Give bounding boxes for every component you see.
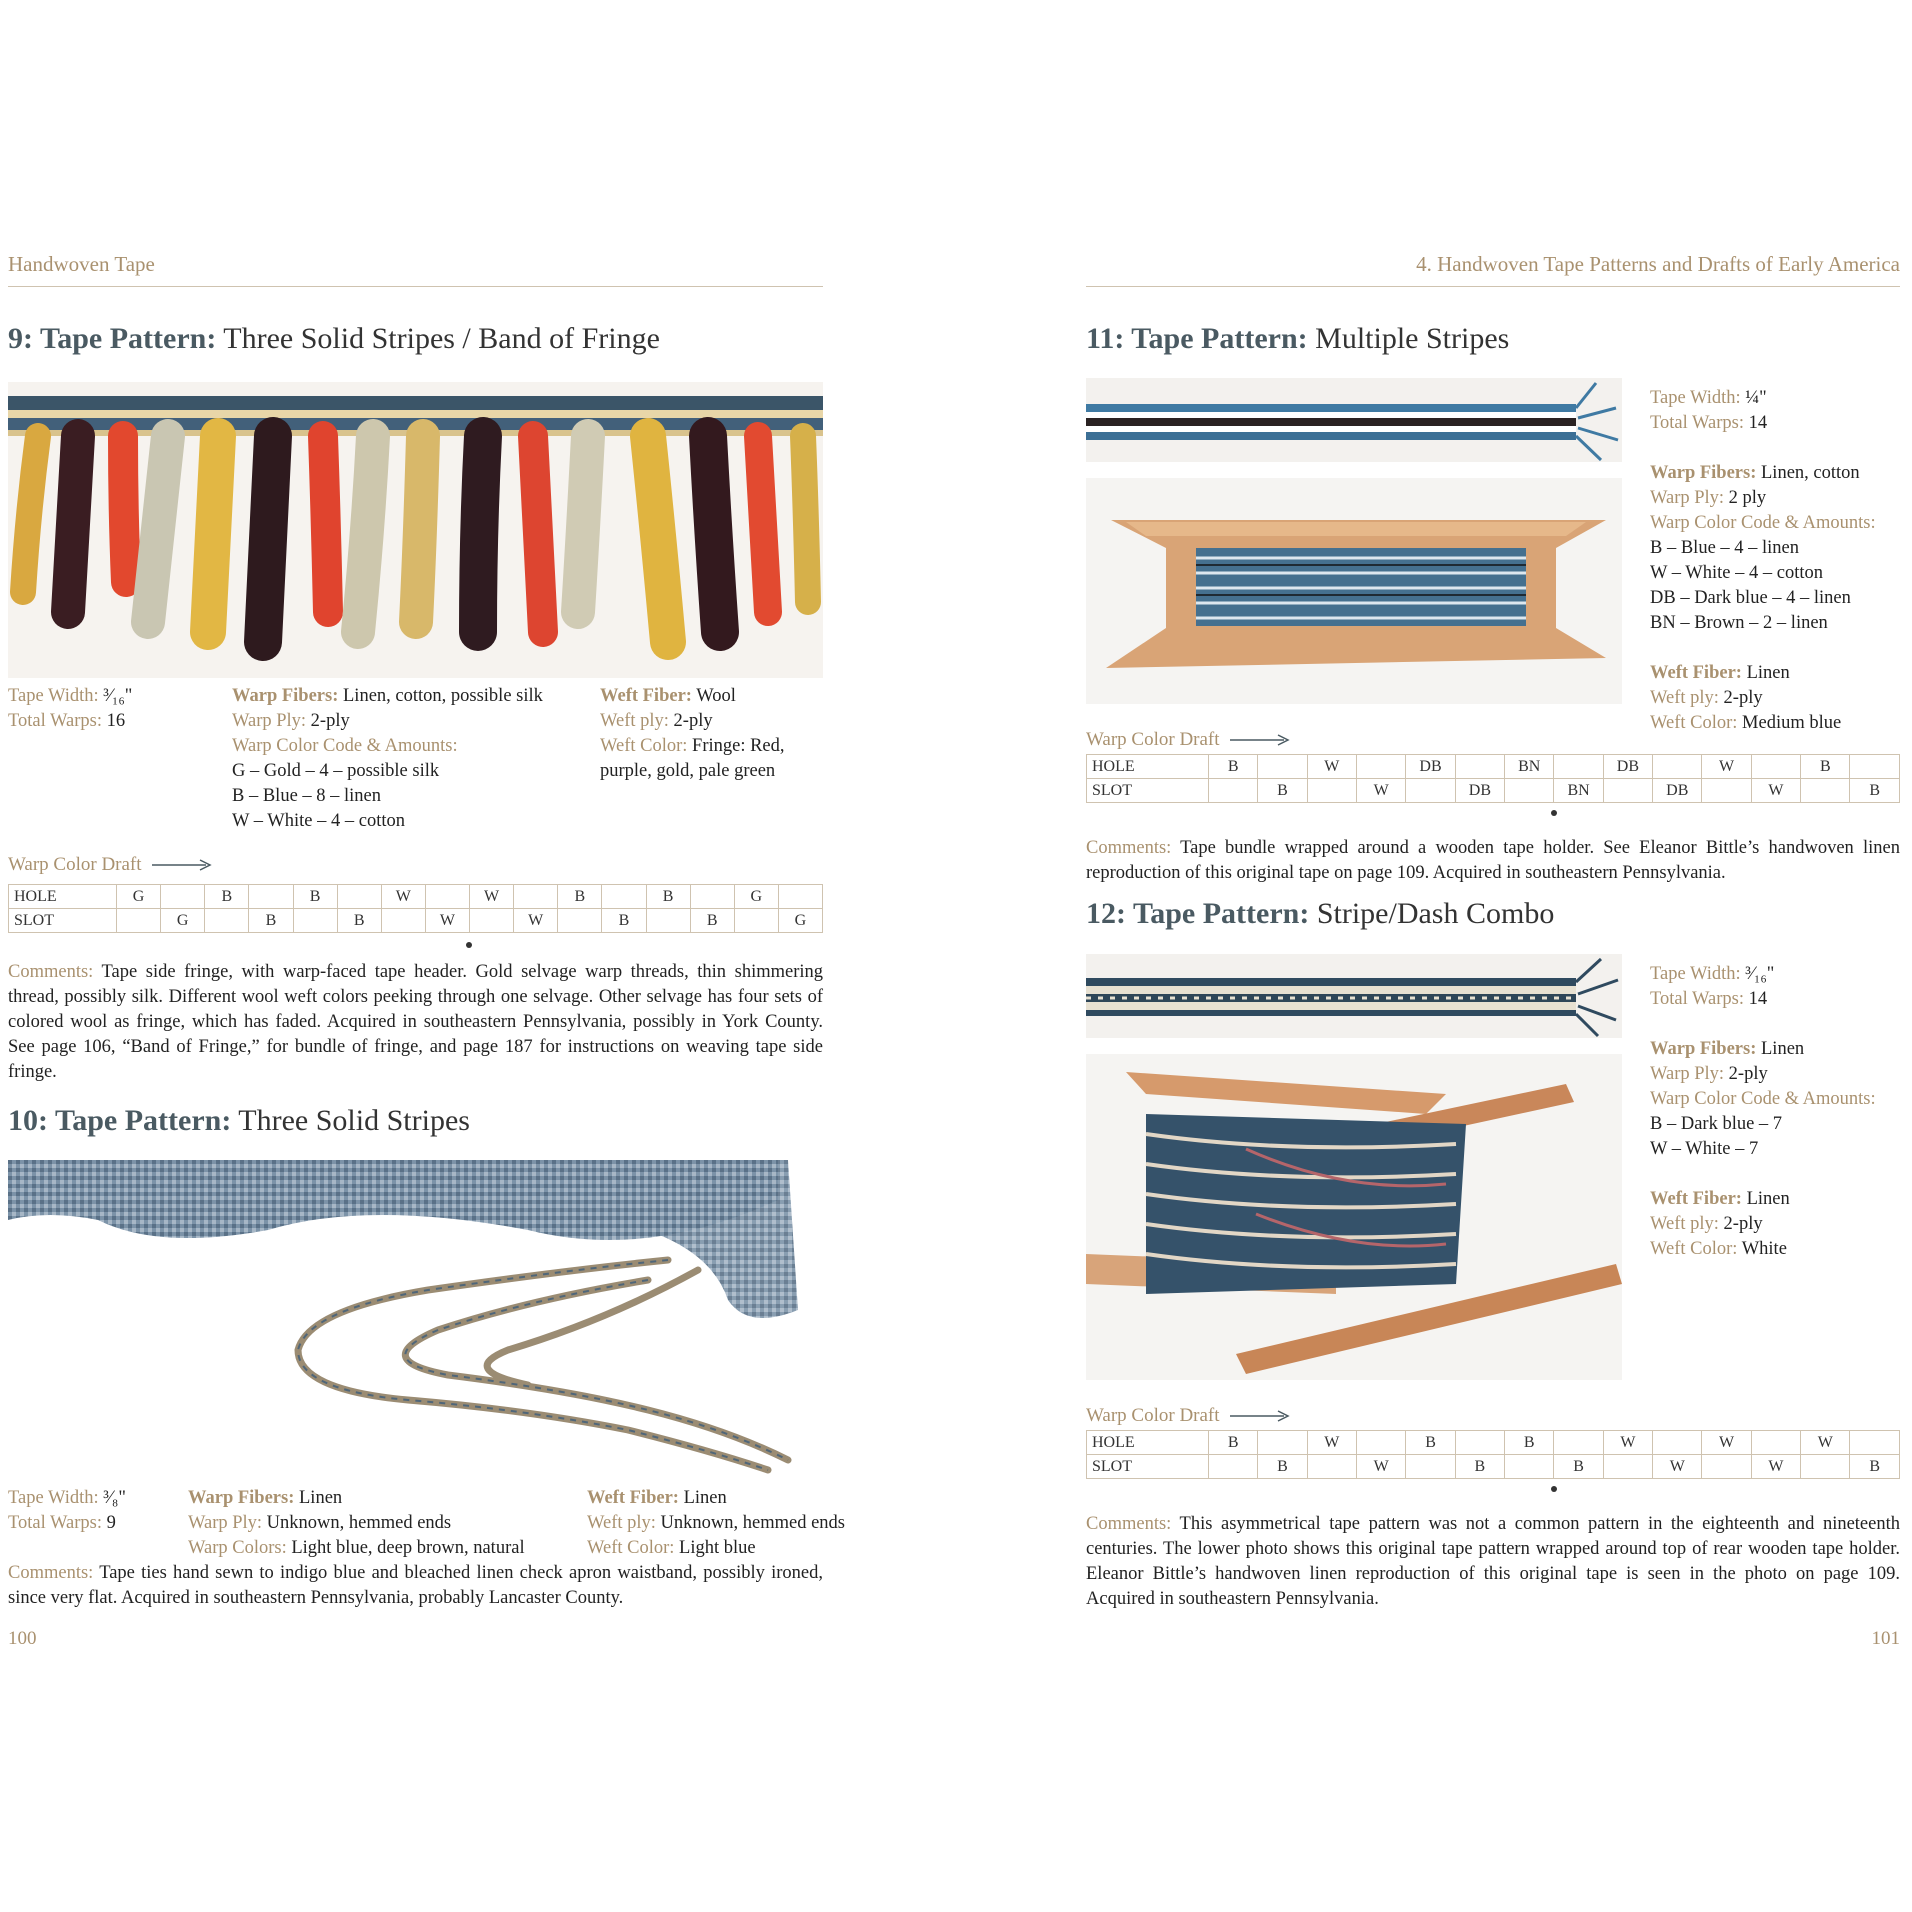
draft-label-text: Warp Color Draft <box>1086 1405 1220 1426</box>
weft-fiber-value: Linen <box>683 1488 727 1508</box>
draft-cell: B <box>1850 779 1900 803</box>
weft-color-value: White <box>1741 1239 1787 1259</box>
pattern-12-title <box>1086 897 1554 931</box>
pattern-10-dimensions <box>8 1486 126 1536</box>
draft-row-label: HOLE <box>1087 1431 1209 1455</box>
warp-code-line: W – White – 7 <box>1650 1139 1759 1159</box>
draft-cell <box>1258 755 1307 779</box>
warp-ply-value: 2-ply <box>1728 1064 1768 1084</box>
warp-fibers-label: Warp Fibers: <box>1650 1039 1757 1059</box>
warp-ply-label: Warp Ply: <box>232 711 307 731</box>
draft-cell: B <box>1850 1455 1900 1479</box>
draft-row-label: SLOT <box>1087 779 1209 803</box>
warp-code-line: G – Gold – 4 – possible silk <box>232 761 440 781</box>
draft-cell: BN <box>1554 779 1603 803</box>
pattern-9-draft-label <box>8 854 212 876</box>
draft-cell <box>1554 1431 1603 1455</box>
warp-fibers-value: Linen <box>1761 1039 1805 1059</box>
draft-cell: B <box>1258 1455 1307 1479</box>
warp-ply-label: Warp Ply: <box>1650 1064 1725 1084</box>
warp-colors-label: Warp Colors: <box>188 1538 287 1558</box>
warp-ply-value: 2 ply <box>1728 488 1767 508</box>
draft-cell: W <box>514 909 558 933</box>
draft-cell: DB <box>1455 779 1504 803</box>
warp-ply-label: Warp Ply: <box>1650 488 1725 508</box>
draft-cell: W <box>1603 1431 1652 1455</box>
warp-code-line: B – Blue – 8 – linen <box>232 786 382 806</box>
warp-code-line: W – White – 4 – cotton <box>232 811 405 831</box>
draft-cell: B <box>1801 755 1850 779</box>
draft-cell <box>1406 1455 1455 1479</box>
warp-color-code-label: Warp Color Code & Amounts: <box>1650 1089 1876 1109</box>
comments-text: Tape bundle wrapped around a wooden tape holder. See Eleanor Bittle’s handwoven linen reproduction of this original tape on page 109. Acquired in southeastern Pennsylvania. <box>1086 838 1900 883</box>
draft-cell: W <box>1653 1455 1702 1479</box>
draft-cell <box>690 885 734 909</box>
weft-color-value: Fringe: Red, <box>692 736 785 756</box>
weft-color-value: Light blue <box>679 1538 756 1558</box>
draft-cell: B <box>1209 755 1258 779</box>
comments-text: Tape ties hand sewn to indigo blue and bleached linen check apron waistband, possibly ironed, since very flat. Acquired in southeastern Pennsylvania, probably Lancaster County. <box>8 1563 823 1608</box>
comments-label: Comments: <box>8 962 94 982</box>
draft-cell <box>1603 1455 1652 1479</box>
draft-cell <box>1801 1455 1850 1479</box>
warp-fibers-label: Warp Fibers: <box>188 1488 295 1508</box>
page-number-right: 101 <box>1871 1628 1900 1649</box>
draft-cell: G <box>161 909 205 933</box>
draft-cell: B <box>205 885 249 909</box>
draft-cell: B <box>558 885 602 909</box>
draft-cell <box>1505 1455 1554 1479</box>
draft-row-slot <box>9 909 823 933</box>
warp-color-code-label: Warp Color Code & Amounts: <box>232 736 458 756</box>
tape-width-label: Tape Width: <box>8 1488 99 1508</box>
draft-cell <box>1554 755 1603 779</box>
warp-fibers-value: Linen, cotton <box>1761 463 1860 483</box>
comments-text: Tape side fringe, with warp-faced tape header. Gold selvage warp threads, thin shimmering thread, possibly silk. Different wool weft colors peeking through one selvage. Other selvage has four sets of colored wool as fringe, which has faded. Acquired in southeastern Pennsylvania, possibly in York County. See page 106, “Band of Fringe,” for bundle of fringe, and page 187 for instructions on weaving tape side fringe. <box>8 962 823 1082</box>
warp-colors-value: Light blue, deep brown, natural <box>291 1538 525 1558</box>
warp-code-line: B – Dark blue – 7 <box>1650 1114 1783 1134</box>
draft-cell: BN <box>1505 755 1554 779</box>
draft-row-slot <box>1087 1455 1900 1479</box>
comments-text: This asymmetrical tape pattern was not a common pattern in the eighteenth and nineteenth centuries. The lower photo shows this original tape pattern wrapped around top of rear wooden tape holder. Eleanor Bittle’s handwoven linen reproduction of this original tape is seen in the photo on page 109. Acquired in southeastern Pennsylvania. <box>1086 1514 1900 1609</box>
tape-width-label: Tape Width: <box>1650 388 1741 408</box>
weft-fiber-label: Weft Fiber: <box>600 686 692 706</box>
draft-row-hole <box>1087 755 1900 779</box>
weft-color-label: Weft Color: <box>587 1538 675 1558</box>
draft-cell: W <box>1307 755 1356 779</box>
tape-width-value: ³⁄₁₆" <box>1745 964 1775 984</box>
draft-label-text: Warp Color Draft <box>8 854 142 875</box>
comments-label: Comments: <box>8 1563 94 1583</box>
stripe-dash-bundle-photo <box>1086 1054 1622 1380</box>
draft-cell: G <box>734 885 778 909</box>
draft-cell: W <box>1702 1431 1751 1455</box>
page-number-left: 100 <box>8 1628 37 1649</box>
draft-cell: B <box>249 909 293 933</box>
pattern-9-name: Three Solid Stripes / Band of Fringe <box>223 322 660 355</box>
weft-ply-label: Weft ply: <box>600 711 669 731</box>
pattern-12-draft-label <box>1086 1405 1290 1427</box>
total-warps-value: 14 <box>1748 413 1768 433</box>
warp-code-line: DB – Dark blue – 4 – linen <box>1650 588 1851 608</box>
draft-cell <box>425 885 469 909</box>
draft-cell <box>1702 1455 1751 1479</box>
draft-cell: B <box>1209 1431 1258 1455</box>
draft-row-label: SLOT <box>9 909 117 933</box>
total-warps-label: Total Warps: <box>8 711 102 731</box>
draft-cell <box>1653 755 1702 779</box>
draft-cell <box>205 909 249 933</box>
weft-color-label: Weft Color: <box>1650 1239 1738 1259</box>
draft-cell <box>470 909 514 933</box>
draft-cell <box>1406 779 1455 803</box>
draft-cell: W <box>470 885 514 909</box>
draft-cell <box>1702 779 1751 803</box>
weft-ply-label: Weft ply: <box>587 1513 656 1533</box>
tape-holder-photo <box>1086 478 1622 704</box>
draft-cell: B <box>293 885 337 909</box>
draft-row-hole <box>1087 1431 1900 1455</box>
weft-ply-value: Unknown, hemmed ends <box>660 1513 845 1533</box>
pattern-10-title <box>8 1104 470 1138</box>
draft-cell: B <box>1455 1455 1504 1479</box>
draft-cell <box>778 885 822 909</box>
draft-cell <box>514 885 558 909</box>
pattern-11-title <box>1086 322 1509 356</box>
draft-cell <box>381 909 425 933</box>
draft-cell <box>1653 1431 1702 1455</box>
draft-cell <box>1357 755 1406 779</box>
draft-cell: W <box>1357 779 1406 803</box>
draft-cell <box>1258 1431 1307 1455</box>
draft-cell <box>1603 779 1652 803</box>
draft-row-label: SLOT <box>1087 1455 1209 1479</box>
pattern-10-comments <box>8 1561 823 1611</box>
pattern-12-number: 12: Tape Pattern: <box>1086 897 1310 930</box>
draft-cell <box>1850 1431 1900 1455</box>
warp-ply-value: Unknown, hemmed ends <box>266 1513 452 1533</box>
warp-ply-value: 2-ply <box>310 711 350 731</box>
weft-ply-label: Weft ply: <box>1650 1214 1719 1234</box>
draft-label-text: Warp Color Draft <box>1086 729 1220 750</box>
pattern-11-draft-label <box>1086 729 1290 751</box>
warp-code-line: B – Blue – 4 – linen <box>1650 538 1800 558</box>
tape-width-value: ¼" <box>1745 388 1767 408</box>
weft-ply-value: 2-ply <box>1723 688 1763 708</box>
warp-ply-label: Warp Ply: <box>188 1513 263 1533</box>
pattern-11-name: Multiple Stripes <box>1315 322 1510 355</box>
header-rule-right <box>1086 286 1900 287</box>
comments-label: Comments: <box>1086 838 1172 858</box>
draft-cell: W <box>1751 779 1800 803</box>
running-head-right: 4. Handwoven Tape Patterns and Drafts of Early America <box>1416 252 1900 276</box>
pattern-10-warp-specs <box>188 1486 525 1561</box>
draft-cell: B <box>1258 779 1307 803</box>
draft-cell: DB <box>1603 755 1652 779</box>
pattern-11-comments <box>1086 836 1900 886</box>
center-dot-icon <box>1551 1486 1557 1492</box>
draft-cell: W <box>1357 1455 1406 1479</box>
draft-cell <box>1751 1431 1800 1455</box>
pattern-10-number: 10: Tape Pattern: <box>8 1104 232 1137</box>
weft-ply-value: 2-ply <box>1723 1214 1763 1234</box>
draft-cell: W <box>1801 1431 1850 1455</box>
warp-code-line: BN – Brown – 2 – linen <box>1650 613 1828 633</box>
warp-fibers-label: Warp Fibers: <box>1650 463 1757 483</box>
tape-width-label: Tape Width: <box>1650 964 1741 984</box>
weft-fiber-value: Wool <box>696 686 736 706</box>
draft-cell <box>293 909 337 933</box>
pattern-12-name: Stripe/Dash Combo <box>1316 897 1555 930</box>
center-dot-icon <box>1551 810 1557 816</box>
draft-cell: B <box>1505 1431 1554 1455</box>
draft-cell: G <box>117 885 161 909</box>
draft-cell <box>1751 755 1800 779</box>
draft-cell <box>1850 755 1900 779</box>
pattern-11-specs <box>1650 386 1876 736</box>
weft-ply-value: 2-ply <box>673 711 713 731</box>
draft-row-slot <box>1087 779 1900 803</box>
pattern-9-comments <box>8 960 823 1085</box>
draft-cell: B <box>1406 1431 1455 1455</box>
draft-cell <box>734 909 778 933</box>
multiple-stripes-tape-photo <box>1086 378 1622 462</box>
weft-fiber-label: Weft Fiber: <box>1650 663 1742 683</box>
pattern-9-weft-specs <box>600 684 785 784</box>
pattern-10-weft-specs <box>587 1486 845 1561</box>
total-warps-label: Total Warps: <box>1650 989 1744 1009</box>
weft-fiber-label: Weft Fiber: <box>1650 1189 1742 1209</box>
draft-cell: B <box>602 909 646 933</box>
draft-cell: W <box>1702 755 1751 779</box>
weft-color-label: Weft Color: <box>600 736 688 756</box>
pattern-10-name: Three Solid Stripes <box>238 1104 470 1137</box>
pattern-12-draft-table <box>1086 1430 1900 1479</box>
total-warps-value: 16 <box>106 711 126 731</box>
draft-cell <box>249 885 293 909</box>
weft-fiber-value: Linen <box>1746 663 1790 683</box>
header-rule-left <box>8 286 823 287</box>
draft-cell: W <box>381 885 425 909</box>
arrow-right-icon <box>1228 1410 1290 1422</box>
draft-row-label: HOLE <box>1087 755 1209 779</box>
weft-color-label: Weft Color: <box>1650 713 1738 733</box>
draft-cell: W <box>1751 1455 1800 1479</box>
draft-cell: G <box>778 909 822 933</box>
draft-cell: B <box>1554 1455 1603 1479</box>
draft-cell <box>1307 779 1356 803</box>
draft-cell <box>1209 1455 1258 1479</box>
pattern-9-dimensions <box>8 684 132 734</box>
stripe-dash-tape-photo <box>1086 954 1622 1038</box>
draft-cell: B <box>646 885 690 909</box>
draft-cell <box>646 909 690 933</box>
pattern-9-draft-table <box>8 884 823 933</box>
warp-fibers-value: Linen, cotton, possible silk <box>343 686 543 706</box>
comments-label: Comments: <box>1086 1514 1172 1534</box>
draft-cell <box>337 885 381 909</box>
draft-cell <box>1801 779 1850 803</box>
draft-cell: W <box>425 909 469 933</box>
pattern-11-draft-table <box>1086 754 1900 803</box>
draft-cell <box>1357 1431 1406 1455</box>
warp-fibers-value: Linen <box>299 1488 343 1508</box>
draft-cell <box>558 909 602 933</box>
tape-width-value: ³⁄₁₆" <box>103 686 133 706</box>
center-dot-icon <box>466 942 472 948</box>
draft-cell <box>602 885 646 909</box>
total-warps-value: 9 <box>106 1513 116 1533</box>
fringe-photo <box>8 382 823 678</box>
draft-cell: B <box>337 909 381 933</box>
running-head-left: Handwoven Tape <box>8 252 155 276</box>
apron-tape-photo <box>8 1160 823 1484</box>
draft-cell <box>1455 755 1504 779</box>
total-warps-label: Total Warps: <box>8 1513 102 1533</box>
arrow-right-icon <box>1228 734 1290 746</box>
warp-color-code-label: Warp Color Code & Amounts: <box>1650 513 1876 533</box>
pattern-11-number: 11: Tape Pattern: <box>1086 322 1308 355</box>
draft-cell: DB <box>1653 779 1702 803</box>
weft-color-value: Medium blue <box>1742 713 1842 733</box>
arrow-right-icon <box>150 859 212 871</box>
pattern-12-specs <box>1650 962 1876 1262</box>
tape-width-label: Tape Width: <box>8 686 99 706</box>
warp-code-line: W – White – 4 – cotton <box>1650 563 1823 583</box>
draft-cell <box>1455 1431 1504 1455</box>
draft-cell <box>1209 779 1258 803</box>
draft-cell: DB <box>1406 755 1455 779</box>
pattern-9-number: 9: Tape Pattern: <box>8 322 217 355</box>
weft-fiber-value: Linen <box>1746 1189 1790 1209</box>
draft-cell: B <box>690 909 734 933</box>
draft-row-label: HOLE <box>9 885 117 909</box>
pattern-9-title <box>8 322 660 356</box>
weft-fiber-label: Weft Fiber: <box>587 1488 679 1508</box>
draft-cell <box>117 909 161 933</box>
pattern-12-comments <box>1086 1512 1900 1612</box>
draft-cell <box>161 885 205 909</box>
draft-cell: W <box>1307 1431 1356 1455</box>
draft-cell <box>1307 1455 1356 1479</box>
warp-fibers-label: Warp Fibers: <box>232 686 339 706</box>
draft-cell <box>1505 779 1554 803</box>
draft-row-hole <box>9 885 823 909</box>
tape-width-value: ³⁄₈" <box>103 1488 126 1508</box>
weft-color-value-cont: purple, gold, pale green <box>600 761 776 781</box>
total-warps-label: Total Warps: <box>1650 413 1744 433</box>
total-warps-value: 14 <box>1748 989 1768 1009</box>
weft-ply-label: Weft ply: <box>1650 688 1719 708</box>
pattern-9-warp-specs <box>232 684 543 834</box>
